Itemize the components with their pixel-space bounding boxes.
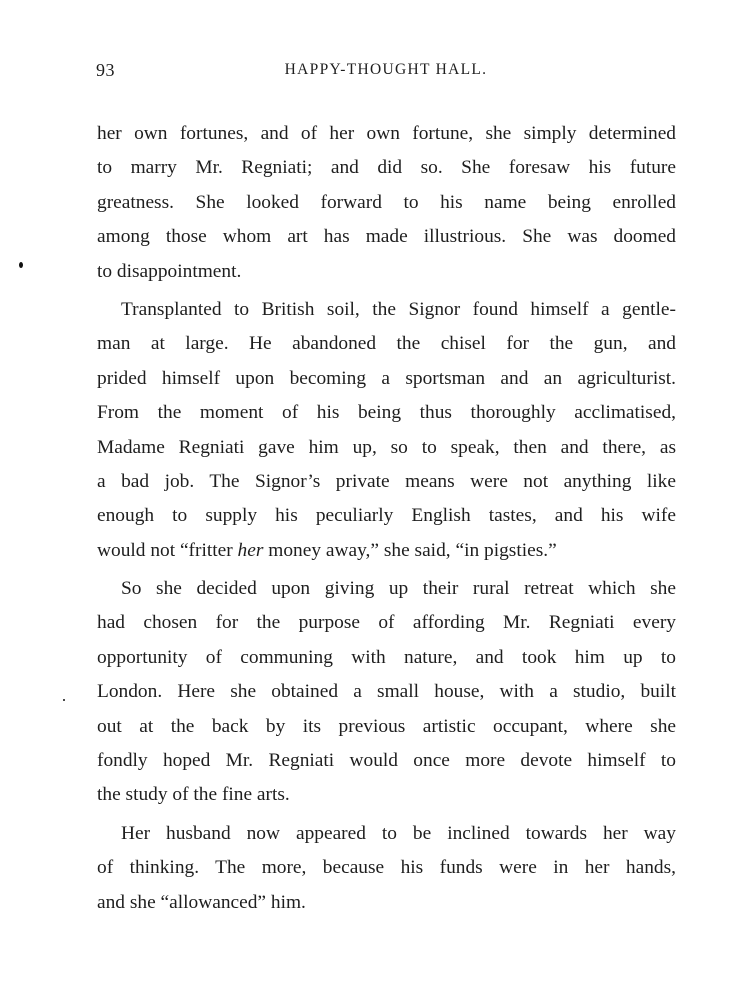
paragraph (97, 817, 676, 920)
text-line: among those whom art has made illustrious. She was doomed (97, 226, 676, 248)
paragraph (97, 572, 676, 813)
text-line: Her husband now appeared to be inclined towards her way (121, 822, 676, 844)
text-line: to marry Mr. Regniati; and did so. She foresaw his future (97, 157, 676, 179)
print-speck (19, 262, 23, 268)
emphasis: her (237, 539, 264, 561)
paragraph (97, 117, 676, 289)
text-line: Madame Regniati gave him up, so to speak, then and there, as (97, 436, 676, 458)
text-line: the study of the fine arts. (97, 784, 290, 806)
text-line: enough to supply his peculiarly English tastes, and his wife (97, 505, 676, 527)
text-line: Transplanted to British soil, the Signor found himself a gentle- (121, 298, 676, 320)
text-line: to disappointment. (97, 260, 242, 282)
text-line: From the moment of his being thus thoroughly acclimatised, (97, 402, 676, 424)
text-line: opportunity of communing with nature, and took him up to (97, 646, 676, 668)
paragraph (97, 293, 676, 568)
text-line: man at large. He abandoned the chisel for the gun, and (97, 333, 676, 355)
text-line: a bad job. The Signor’s private means were not anything like (97, 470, 676, 492)
text-line: and she “allowanced” him. (97, 891, 306, 913)
text-line: out at the back by its previous artistic occupant, where she (97, 715, 676, 737)
text-line: of thinking. The more, because his funds were in her hands, (97, 857, 676, 879)
text-line: So she decided upon giving up their rural retreat which she (121, 578, 676, 600)
text-line: had chosen for the purpose of affording Mr. Regniati every (97, 612, 676, 634)
page-number: 93 (96, 60, 115, 80)
print-speck (63, 699, 65, 701)
text-line: greatness. She looked forward to his name being enrolled (97, 191, 676, 213)
page-header (96, 60, 676, 86)
text-line: London. Here she obtained a small house, with a studio, built (97, 681, 676, 703)
text-line: would not “fritter her money away,” she said, “in pigsties.” (97, 539, 557, 561)
body-text (97, 117, 676, 920)
running-head: HAPPY-THOUGHT HALL. (284, 61, 488, 78)
text-line: her own fortunes, and of her own fortune, she simply determined (97, 123, 676, 144)
text-line: prided himself upon becoming a sportsman and an agriculturist. (97, 367, 676, 389)
text-line: fondly hoped Mr. Regniati would once more devote himself to (97, 750, 676, 772)
